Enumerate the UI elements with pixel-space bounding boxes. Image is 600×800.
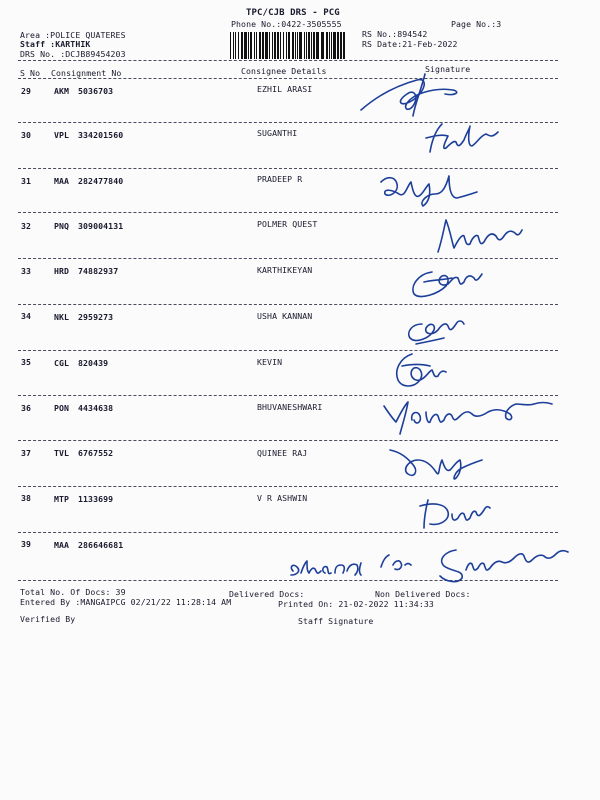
row-prefix: PNQ [54, 221, 70, 231]
delivered-docs: Delivered Docs: [229, 589, 305, 599]
phone-number: Phone No.:0422-3505555 [231, 19, 342, 29]
signature-image [285, 545, 415, 585]
row-consignee: EZHIL ARASI [257, 84, 313, 94]
signature-image [420, 118, 505, 158]
row-sno: 37 [21, 448, 32, 458]
row-sno: 32 [21, 221, 32, 231]
row-prefix: PON [54, 403, 70, 413]
row-number: 6767552 [78, 448, 114, 458]
row-sno: 33 [21, 266, 32, 276]
row-number: 5036703 [78, 86, 114, 96]
signature-image [402, 262, 492, 304]
divider [18, 78, 558, 79]
row-sno: 35 [21, 357, 32, 367]
divider [18, 60, 558, 61]
row-sno: 39 [21, 539, 32, 549]
row-prefix: NKL [54, 312, 70, 322]
row-consignee: POLMER QUEST [257, 219, 318, 229]
row-consignee: BHUVANESHWARI [257, 402, 323, 412]
column-header-consignee: Consignee Details [241, 66, 327, 76]
signature-image [428, 542, 578, 588]
row-number: 286646681 [78, 540, 124, 550]
column-header-sno: S No [20, 68, 41, 78]
row-consignee: KEVIN [257, 357, 283, 367]
row-prefix: MAA [54, 540, 70, 550]
area-label: Area :POLICE QUATERES [20, 30, 126, 40]
divider [18, 212, 558, 213]
drs-number: DRS No. :DCJB89454203 [20, 49, 126, 59]
staff-signature-label: Staff Signature [298, 616, 374, 626]
row-number: 820439 [78, 358, 109, 368]
divider [18, 440, 558, 441]
row-sno: 36 [21, 403, 32, 413]
signature-image [378, 394, 558, 438]
signature-image [402, 308, 472, 348]
signature-image [375, 168, 485, 212]
row-number: 309004131 [78, 221, 124, 231]
row-number: 4434638 [78, 403, 114, 413]
row-prefix: MTP [54, 494, 70, 504]
signature-image [355, 66, 475, 124]
barcode [229, 32, 348, 59]
signature-image [380, 442, 490, 484]
row-sno: 34 [21, 311, 32, 321]
signature-image [432, 214, 527, 258]
row-prefix: VPL [54, 130, 70, 140]
row-consignee: PRADEEP R [257, 174, 303, 184]
verified-by: Verified By [20, 614, 76, 624]
staff-label: Staff :KARTHIK [20, 39, 91, 49]
signature-image [390, 348, 450, 396]
row-number: 74882937 [78, 266, 119, 276]
page-number: Page No.:3 [451, 19, 502, 29]
row-number: 1133699 [78, 494, 114, 504]
total-docs: Total No. Of Docs: 39 [20, 587, 126, 597]
row-prefix: AKM [54, 86, 70, 96]
divider [18, 486, 558, 487]
column-header-signature: Signature [425, 64, 471, 74]
entered-by: Entered By :MANGAIPCG 02/21/22 11:28:14 AM [20, 597, 232, 607]
row-sno: 30 [21, 130, 32, 140]
sheet-title: TPC/CJB DRS - PCG [246, 8, 340, 18]
non-delivered-docs: Non Delivered Docs: [375, 589, 471, 599]
row-prefix: TVL [54, 448, 70, 458]
row-consignee: USHA KANNAN [257, 311, 313, 321]
rs-number: RS No.:894542 [362, 29, 428, 39]
row-number: 2959273 [78, 312, 114, 322]
signature-image [414, 494, 494, 534]
printed-on: Printed On: 21-02-2022 11:34:33 [278, 599, 434, 609]
row-number: 334201560 [78, 130, 124, 140]
rs-date: RS Date:21-Feb-2022 [362, 39, 458, 49]
row-consignee: KARTHIKEYAN [257, 265, 313, 275]
row-sno: 38 [21, 493, 32, 503]
row-consignee: V R ASHWIN [257, 493, 308, 503]
divider [18, 350, 558, 351]
row-prefix: CGL [54, 358, 70, 368]
divider [18, 304, 558, 305]
row-sno: 29 [21, 86, 32, 96]
row-sno: 31 [21, 176, 32, 186]
column-header-consignment: Consignment No [51, 68, 122, 78]
row-prefix: MAA [54, 176, 70, 186]
row-consignee: QUINEE RAJ [257, 448, 308, 458]
row-consignee: SUGANTHI [257, 128, 298, 138]
row-prefix: HRD [54, 266, 70, 276]
row-number: 282477840 [78, 176, 124, 186]
divider [18, 258, 558, 259]
